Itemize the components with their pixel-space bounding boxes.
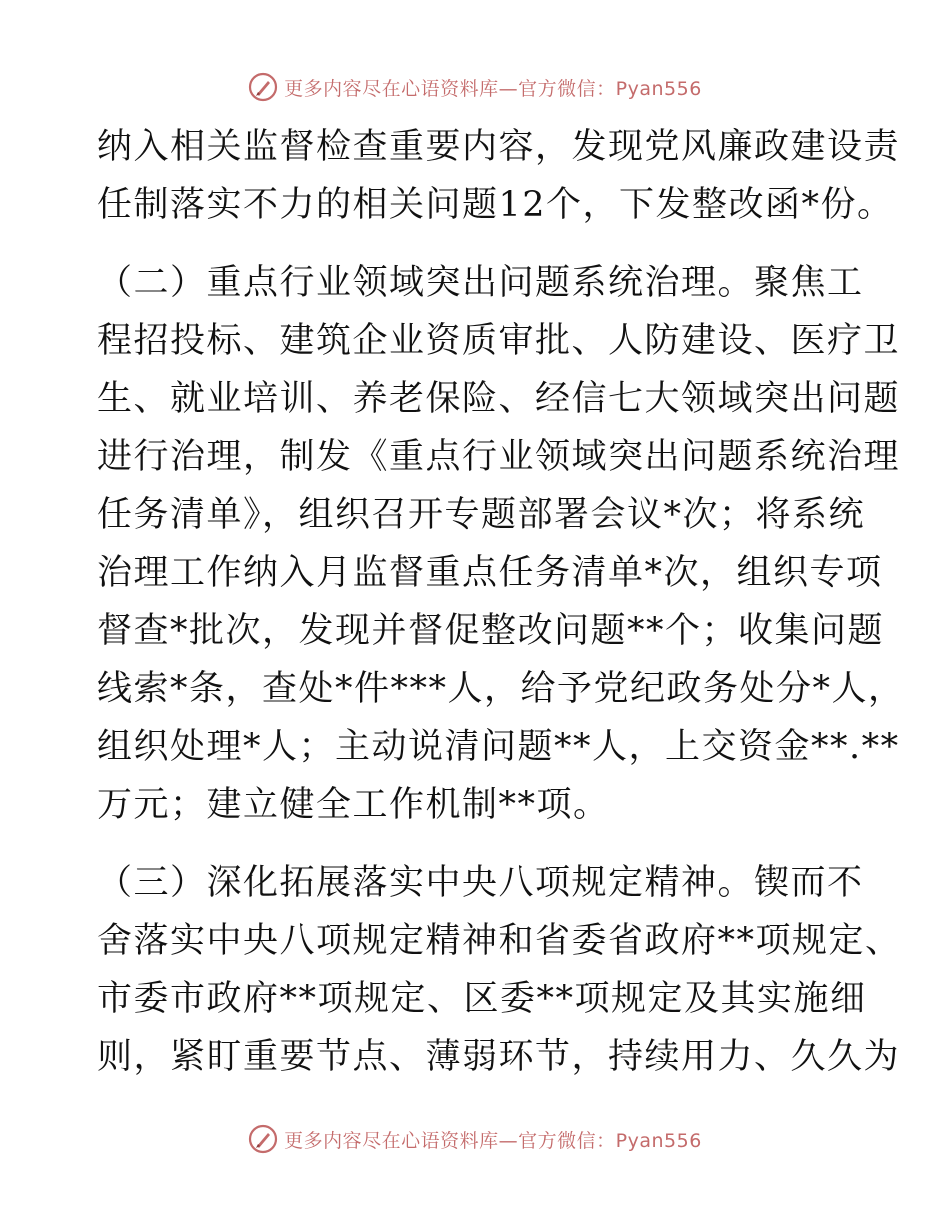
- text-line: 程招投标、建筑企业资质审批、人防建设、医疗卫: [97, 321, 901, 361]
- text-line: 舍落实中央八项规定精神和省委省政府**项规定、: [97, 921, 902, 961]
- text-line: 治理工作纳入月监督重点任务清单*次，组织专项: [97, 553, 883, 593]
- text-line: 任制落实不力的相关问题12个，下发整改函*份。: [97, 185, 894, 225]
- text-line: 线索*条，查处*件***人，给予党纪政务处分*人，: [97, 669, 905, 709]
- text-line: 进行治理，制发《重点行业领域突出问题系统治理: [97, 437, 901, 477]
- watermark-text: 更多内容尽在心语资料库—官方微信：Pyan556: [284, 77, 702, 100]
- text-line: （三）深化拓展落实中央八项规定精神。锲而不: [97, 863, 864, 903]
- text-line: （二）重点行业领域突出问题系统治理。聚焦工: [97, 263, 864, 303]
- text-line: 则，紧盯重要节点、薄弱环节，持续用力、久久为: [97, 1037, 901, 1077]
- text-line: 万元；建立健全工作机制**项。: [97, 785, 610, 825]
- quill-logo-icon: [248, 72, 278, 102]
- document-body: [97, 118, 905, 1086]
- text-line: 生、就业培训、养老保险、经信七大领域突出问题: [97, 379, 901, 419]
- watermark-header: [0, 72, 950, 102]
- watermark-text: 更多内容尽在心语资料库—官方微信：Pyan556: [284, 1129, 702, 1152]
- quill-logo-icon: [248, 1124, 278, 1154]
- paragraph: [97, 118, 901, 234]
- paragraph: [97, 254, 905, 834]
- paragraph: [97, 854, 902, 1086]
- text-line: 组织处理*人；主动说清问题**人，上交资金**.**: [97, 727, 900, 767]
- text-line: 纳入相关监督检查重要内容，发现党风廉政建设责: [97, 127, 901, 167]
- text-line: 督查*批次，发现并督促整改问题**个；收集问题: [97, 611, 885, 651]
- text-line: 市委市政府**项规定、区委**项规定及其实施细: [97, 979, 867, 1019]
- text-line: 任务清单》，组织召开专题部署会议*次；将系统: [97, 495, 866, 535]
- watermark-footer: [0, 1124, 950, 1154]
